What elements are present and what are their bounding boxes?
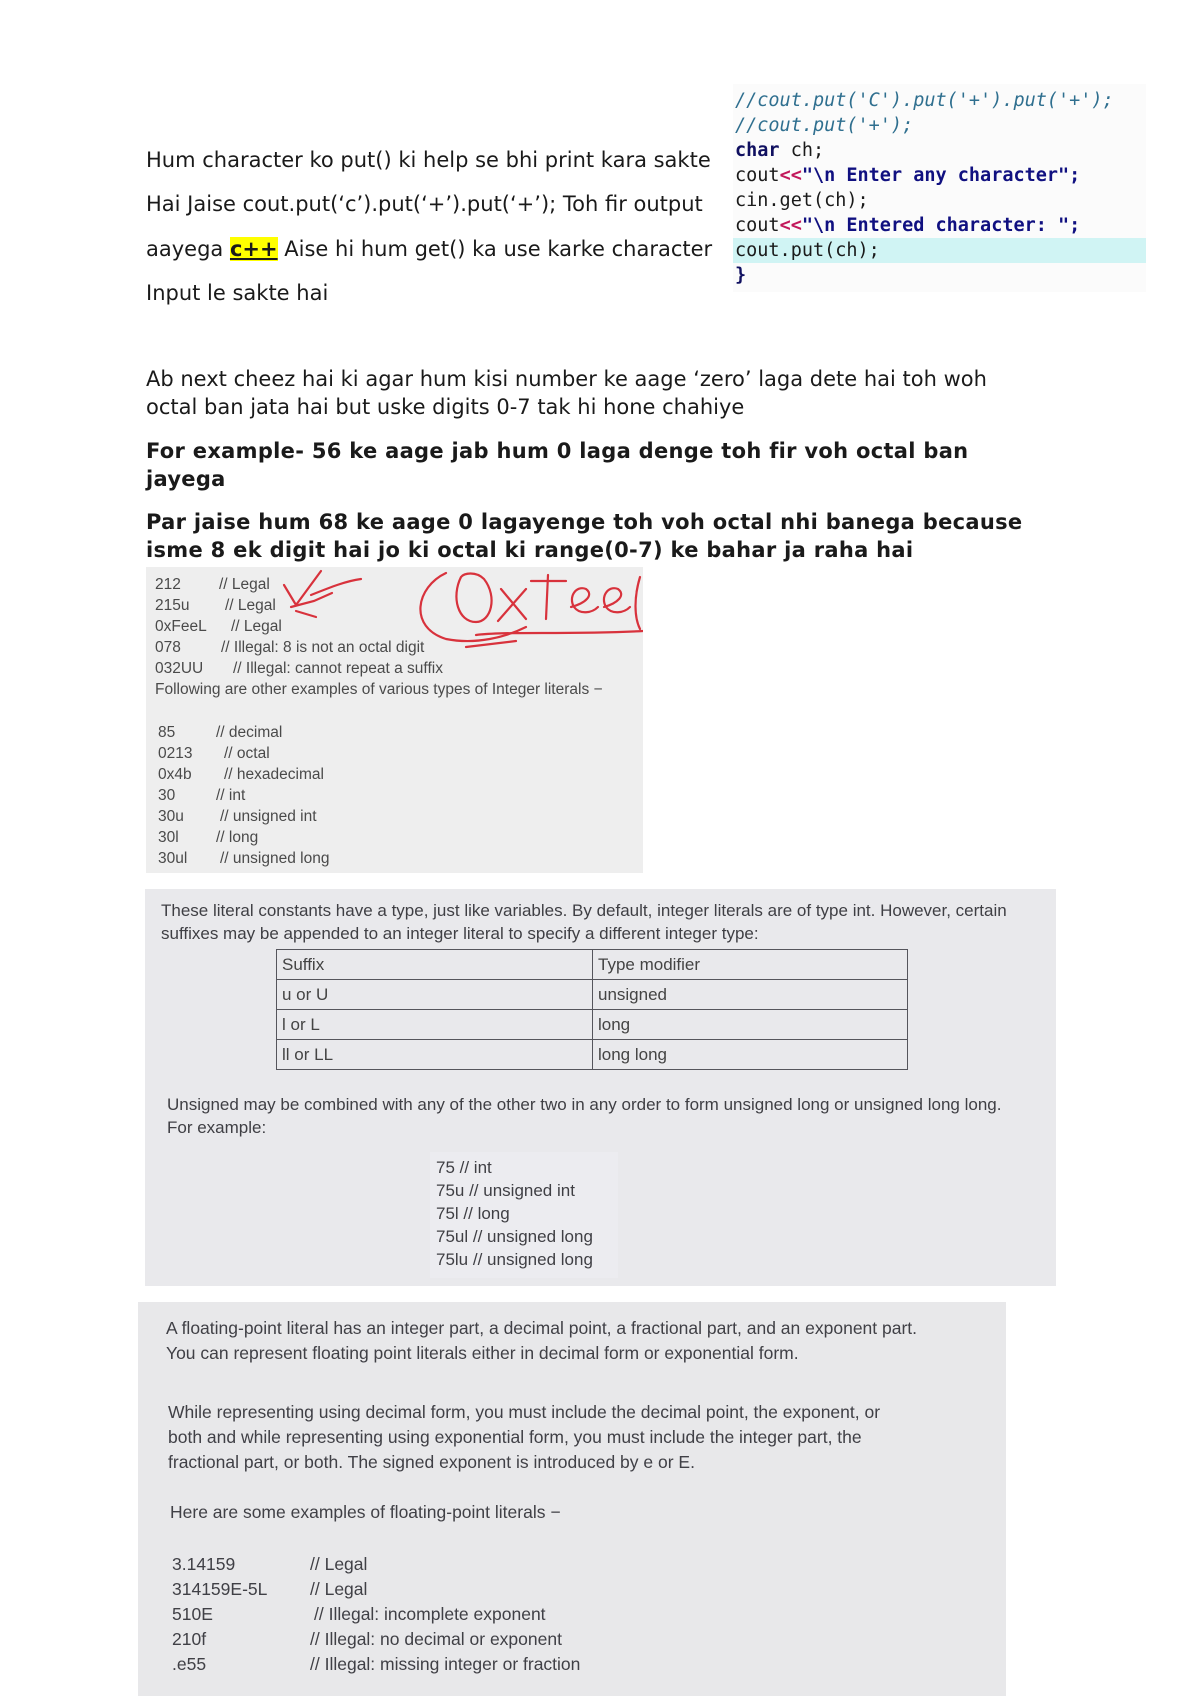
fp-p3: Here are some examples of floating-point literals − xyxy=(170,1502,561,1522)
literal-row: 85 // decimal xyxy=(158,724,283,741)
intro-line-2: Hai Jaise cout.put(‘c’).put(‘+’).put(‘+’); Toh fir output xyxy=(146,192,703,216)
integer-literals-screenshot xyxy=(146,567,643,873)
floating-point-screenshot xyxy=(138,1302,1006,1696)
example-line: 75ul // unsigned long xyxy=(436,1227,593,1246)
example-line: 75lu // unsigned long xyxy=(436,1250,593,1269)
code-line-4 xyxy=(735,163,1080,188)
table-cell: unsigned xyxy=(593,980,908,1010)
example-line: 75 // int xyxy=(436,1158,492,1177)
code-string: "\n Entered character: "; xyxy=(801,215,1081,236)
table-cell: ll or LL xyxy=(277,1040,593,1070)
octal-para-3-line-1: Par jaise hum 68 ke aage 0 lagayenge toh voh octal nhi banega because xyxy=(146,510,1023,534)
table-row xyxy=(277,1040,908,1070)
code-keyword-char: char xyxy=(735,140,780,161)
literal-row: 30l // long xyxy=(158,829,259,846)
code-operator: << xyxy=(779,215,802,236)
intro-line-3-prefix: aayega xyxy=(146,237,230,261)
literal-row: 032UU // Illegal: cannot repeat a suffix xyxy=(155,660,443,677)
octal-para-3-line-2: isme 8 ek digit hai jo ki octal ki range(0-7) ke bahar ja raha hai xyxy=(146,538,914,562)
literal-row: 215u // Legal xyxy=(155,597,276,614)
example-line: 75l // long xyxy=(436,1204,510,1223)
intro-line-3-suffix: Aise hi hum get() ka use karke character xyxy=(277,237,713,261)
suffix-table xyxy=(276,949,908,1070)
table-row xyxy=(277,1010,908,1040)
literal-row: 212 // Legal xyxy=(155,576,270,593)
fp-p2-line-3: fractional part, or both. The signed exponent is introduced by e or E. xyxy=(168,1452,695,1472)
octal-para-1-line-2: octal ban jata hai but uske digits 0-7 tak hi hone chahiye xyxy=(146,395,745,419)
code-cout: cout xyxy=(735,215,780,236)
suffix-after-line-1: Unsigned may be combined with any of the other two in any order to form unsigned long or unsigned long long. xyxy=(167,1095,1002,1114)
literal-row: 0213 // octal xyxy=(158,745,270,762)
code-string: "\n Enter any character"; xyxy=(801,165,1081,186)
intro-line-1: Hum character ko put() ki help se bhi print kara sakte xyxy=(146,148,711,172)
fp-p2-line-1: While representing using decimal form, you must include the decimal point, the exponent, or xyxy=(168,1402,881,1422)
literal-row: 510E // Illegal: incomplete exponent xyxy=(172,1604,546,1624)
intro-line-4: Input le sakte hai xyxy=(146,281,329,305)
examples-box xyxy=(430,1152,618,1278)
literal-row: 078 // Illegal: 8 is not an octal digit xyxy=(155,639,425,656)
example-line: 75u // unsigned int xyxy=(436,1181,575,1200)
literal-row: 0xFeeL // Legal xyxy=(155,618,282,635)
literal-row: 0x4b // hexadecimal xyxy=(158,766,324,783)
intro-line-3 xyxy=(146,235,712,263)
fp-p1-line-1: A floating-point literal has an integer part, a decimal point, a fractional part, and an exponent part. xyxy=(166,1318,918,1338)
octal-para-1-line-1: Ab next cheez hai ki agar hum kisi number ke aage ‘zero’ laga dete hai toh woh xyxy=(146,367,987,391)
literal-row: 30u // unsigned int xyxy=(158,808,317,825)
highlighted-output: c++ xyxy=(229,237,278,261)
table-cell: long xyxy=(593,1010,908,1040)
code-line-5: cin.get(ch); xyxy=(735,190,869,211)
table-header-suffix: Suffix xyxy=(277,950,593,980)
following-text: Following are other examples of various types of Integer literals − xyxy=(155,681,603,698)
code-line-6 xyxy=(735,213,1080,238)
code-line-7-text: cout.put(ch); xyxy=(735,240,880,261)
suffix-intro-line-1: These literal constants have a type, just like variables. By default, integer literals are of type int. However, certain xyxy=(161,901,1007,920)
integer-suffix-screenshot xyxy=(145,889,1056,1286)
code-line-3-rest: ch; xyxy=(779,140,825,161)
suffix-after-line-2: For example: xyxy=(167,1118,267,1137)
table-cell: u or U xyxy=(277,980,593,1010)
literal-row: 3.14159 // Legal xyxy=(172,1554,368,1574)
code-line-7 xyxy=(733,238,1146,263)
code-line-1: //cout.put('C').put('+').put('+'); xyxy=(735,90,1114,111)
table-row xyxy=(277,950,908,980)
code-line-8: } xyxy=(735,265,747,286)
code-line-3 xyxy=(735,138,824,163)
literal-row: .e55 // Illegal: missing integer or fraction xyxy=(172,1654,581,1674)
table-cell: long long xyxy=(593,1040,908,1070)
literal-row: 30ul // unsigned long xyxy=(158,850,330,867)
table-header-type: Type modifier xyxy=(593,950,908,980)
code-operator: << xyxy=(779,165,802,186)
literal-row: 30 // int xyxy=(158,787,246,804)
octal-para-2-line-1: For example- 56 ke aage jab hum 0 laga denge toh fir voh octal ban xyxy=(146,439,969,463)
code-screenshot xyxy=(733,84,1146,292)
fp-p2-line-2: both and while representing using exponential form, you must include the integer part, the xyxy=(168,1427,862,1447)
code-line-2: //cout.put('+'); xyxy=(735,115,914,136)
suffix-intro-line-2: suffixes may be appended to an integer literal to specify a different integer type: xyxy=(161,924,759,943)
octal-para-2-line-2: jayega xyxy=(146,467,226,491)
literal-row: 314159E-5L // Legal xyxy=(172,1579,368,1599)
fp-p1-line-2: You can represent floating point literals either in decimal form or exponential form. xyxy=(166,1343,799,1363)
table-row xyxy=(277,980,908,1010)
code-cout: cout xyxy=(735,165,780,186)
literal-row: 210f // Illegal: no decimal or exponent xyxy=(172,1629,562,1649)
table-cell: l or L xyxy=(277,1010,593,1040)
handwritten-annotations-icon xyxy=(146,567,643,873)
